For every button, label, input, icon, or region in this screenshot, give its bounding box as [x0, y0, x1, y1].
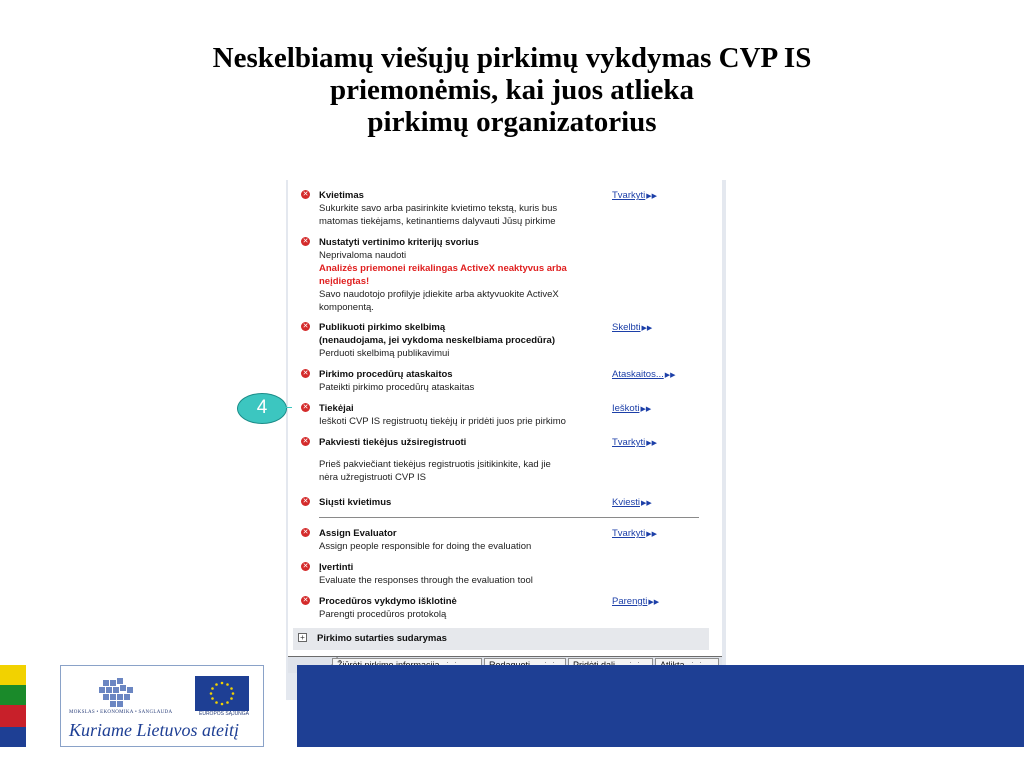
error-icon: ✕ — [302, 437, 309, 445]
ieskoti-link[interactable] — [612, 402, 651, 416]
lithuania-mosaic-icon — [97, 676, 137, 706]
task-description: Ieškoti CVP IS registruotų tiekėjų ir pridėti juos prie pirkimo — [319, 416, 566, 427]
activex-warning: Analizės priemonei reikalingas ActiveX neaktyvus arba — [319, 263, 567, 274]
task-title: Siųsti kvietimus — [319, 497, 392, 508]
double-arrow-icon: ▶▶ — [640, 406, 652, 413]
task-title: Pirkimo procedūrų ataskaitos — [319, 369, 453, 380]
flag-stripe-green — [0, 685, 26, 705]
double-arrow-icon: ▶▶ — [641, 325, 653, 332]
error-icon: ✕ — [302, 190, 309, 198]
slide-title — [112, 42, 912, 138]
action-label[interactable]: Tvarkyti — [612, 528, 646, 539]
tvarkyti-link[interactable] — [612, 436, 657, 450]
action-label[interactable]: Ataskaitos... — [612, 369, 664, 380]
skelbti-link[interactable] — [612, 321, 652, 335]
action-label[interactable]: Tvarkyti — [612, 190, 646, 201]
error-icon: ✕ — [302, 562, 309, 570]
task-note: (nenaudojama, jei vykdoma neskelbiama procedūra) — [319, 335, 555, 346]
flag-stripe-red — [0, 705, 26, 727]
slide-title-line-2: priemonėmis, kai juos atlieka — [329, 74, 695, 106]
task-title: Pakviesti tiekėjus užsiregistruoti — [319, 437, 467, 448]
double-arrow-icon: ▶▶ — [640, 500, 652, 507]
task-description: Assign people responsible for doing the evaluation — [319, 541, 532, 552]
task-description: Sukurkite savo arba pasirinkite kvietimo tekstą, kuris bus — [319, 203, 558, 214]
double-arrow-icon: ▶▶ — [648, 599, 660, 606]
task-description: Evaluate the responses through the evaluation tool — [319, 575, 533, 586]
section-sutarties-sudarymas[interactable] — [293, 628, 709, 650]
task-title: Procedūros vykdymo išklotinė — [319, 596, 457, 607]
task-title: Kvietimas — [319, 190, 364, 201]
task-description: Perduoti skelbimą publikavimui — [319, 348, 450, 359]
action-label[interactable]: Skelbti — [612, 322, 641, 333]
flag-stripe-yellow — [0, 665, 26, 685]
action-label[interactable]: Kviesti — [612, 497, 640, 508]
task-title: Įvertinti — [319, 562, 354, 573]
task-description: matomas tiekėjams, ketinantiems dalyvauti Jūsų pirkime — [319, 216, 556, 227]
error-icon: ✕ — [302, 497, 309, 505]
task-description: nėra užregistruoti CVP IS — [319, 472, 427, 483]
kviesti-link[interactable] — [612, 496, 652, 510]
task-title: Publikuoti pirkimo skelbimą — [319, 322, 446, 333]
ataskaitos-link[interactable] — [612, 368, 676, 382]
tvarkyti-link[interactable] — [612, 189, 657, 203]
task-description: Prieš pakviečiant tiekėjus registruotis įsitikinkite, kad jie — [319, 459, 551, 470]
task-description: Pateikti pirkimo procedūrų ataskaitas — [319, 382, 475, 393]
step-badge: 4 — [237, 393, 287, 424]
divider — [319, 517, 699, 518]
double-arrow-icon: ▶▶ — [646, 531, 658, 538]
error-icon: ✕ — [302, 403, 309, 411]
eu-flag-icon — [195, 676, 249, 711]
error-icon: ✕ — [302, 322, 309, 330]
section-label: Pirkimo sutarties sudarymas — [317, 633, 447, 644]
error-icon: ✕ — [302, 237, 309, 245]
task-description: Parengti procedūros protokolą — [319, 609, 447, 620]
activex-warning: neįdiegtas! — [319, 276, 370, 287]
error-icon: ✕ — [302, 596, 309, 604]
procurement-tasks-panel — [286, 180, 726, 700]
task-title: Tiekėjai — [319, 403, 354, 414]
task-description: komponentą. — [319, 302, 374, 313]
task-title: Nustatyti vertinimo kriterijų svorius — [319, 237, 479, 248]
task-list — [288, 180, 722, 656]
tvarkyti-link[interactable] — [612, 527, 657, 541]
action-label[interactable]: Parengti — [612, 596, 648, 607]
error-icon: ✕ — [302, 369, 309, 377]
slide-title-line-1: Neskelbiamų viešųjų pirkimų vykdymas CVP IS — [212, 42, 812, 74]
footer-blue-band — [297, 665, 1024, 747]
task-description: Savo naudotojo profilyje įdiekite arba aktyvuokite ActiveX — [319, 289, 559, 300]
task-title: Assign Evaluator — [319, 528, 397, 539]
org-text: MOKSLAS • EKONOMIKA • SANGLAUDA — [69, 710, 173, 715]
double-arrow-icon: ▶▶ — [664, 372, 676, 379]
action-label[interactable]: Tvarkyti — [612, 437, 646, 448]
parengti-link[interactable] — [612, 595, 659, 609]
slide-title-line-3: pirkimų organizatorius — [367, 106, 657, 138]
expand-plus-icon[interactable]: + — [298, 633, 307, 642]
badge-connector — [285, 407, 292, 408]
double-arrow-icon: ▶▶ — [646, 193, 658, 200]
eu-text: EUROPOS SĄJUNGA — [199, 711, 250, 717]
flag-stripe-blue — [0, 727, 26, 747]
error-icon: ✕ — [302, 528, 309, 536]
slogan: Kuriame Lietuvos ateitį — [69, 720, 239, 740]
double-arrow-icon: ▶▶ — [646, 440, 658, 447]
task-description: Neprivaloma naudoti — [319, 250, 407, 261]
eu-funds-logo — [60, 665, 264, 747]
action-label[interactable]: Ieškoti — [612, 403, 640, 414]
